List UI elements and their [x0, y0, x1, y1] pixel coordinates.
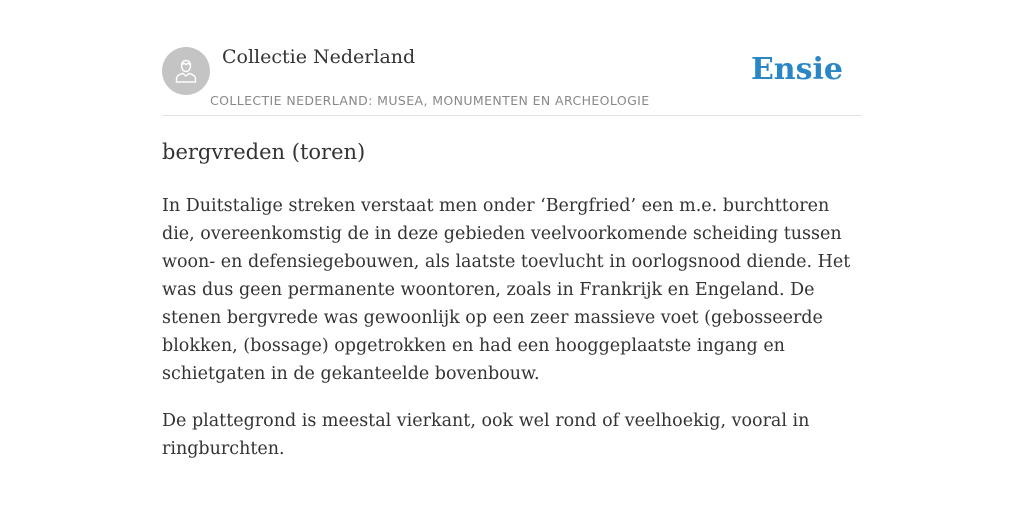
article-paragraph: In Duitstalige streken verstaat men onder ‘Bergfried’ een m.e. burchttoren die, overeenkomstig de in deze gebieden veelvoorkomende scheiding tussen woon- en defensiegebouwen, als laatste toevlucht in oorlogsnood diende. Het was dus geen permanente woontoren, zoals in Frankrijk en Engeland. De stenen bergvrede was gewoonlijk op een zeer massieve voet (gebosseerde blokken, (bossage) opgetrokken en had een hooggeplaatste ingang en schietgaten in de gekanteelde bovenbouw.: [162, 196, 851, 384]
author-avatar[interactable]: [162, 47, 210, 95]
article-body: [162, 192, 867, 482]
article-title: bergvreden (toren): [162, 140, 366, 164]
source-subtitle[interactable]: COLLECTIE NEDERLAND: MUSEA, MONUMENTEN EN ARCHEOLOGIE: [210, 93, 650, 108]
header-divider: [162, 115, 862, 116]
article-paragraph: De plattegrond is meestal vierkant, ook wel rond of veelhoekig, vooral in ringburchten.: [162, 411, 810, 459]
brand-logo[interactable]: Ensie: [750, 52, 843, 87]
user-icon: [171, 56, 201, 86]
author-name[interactable]: Collectie Nederland: [222, 46, 416, 68]
